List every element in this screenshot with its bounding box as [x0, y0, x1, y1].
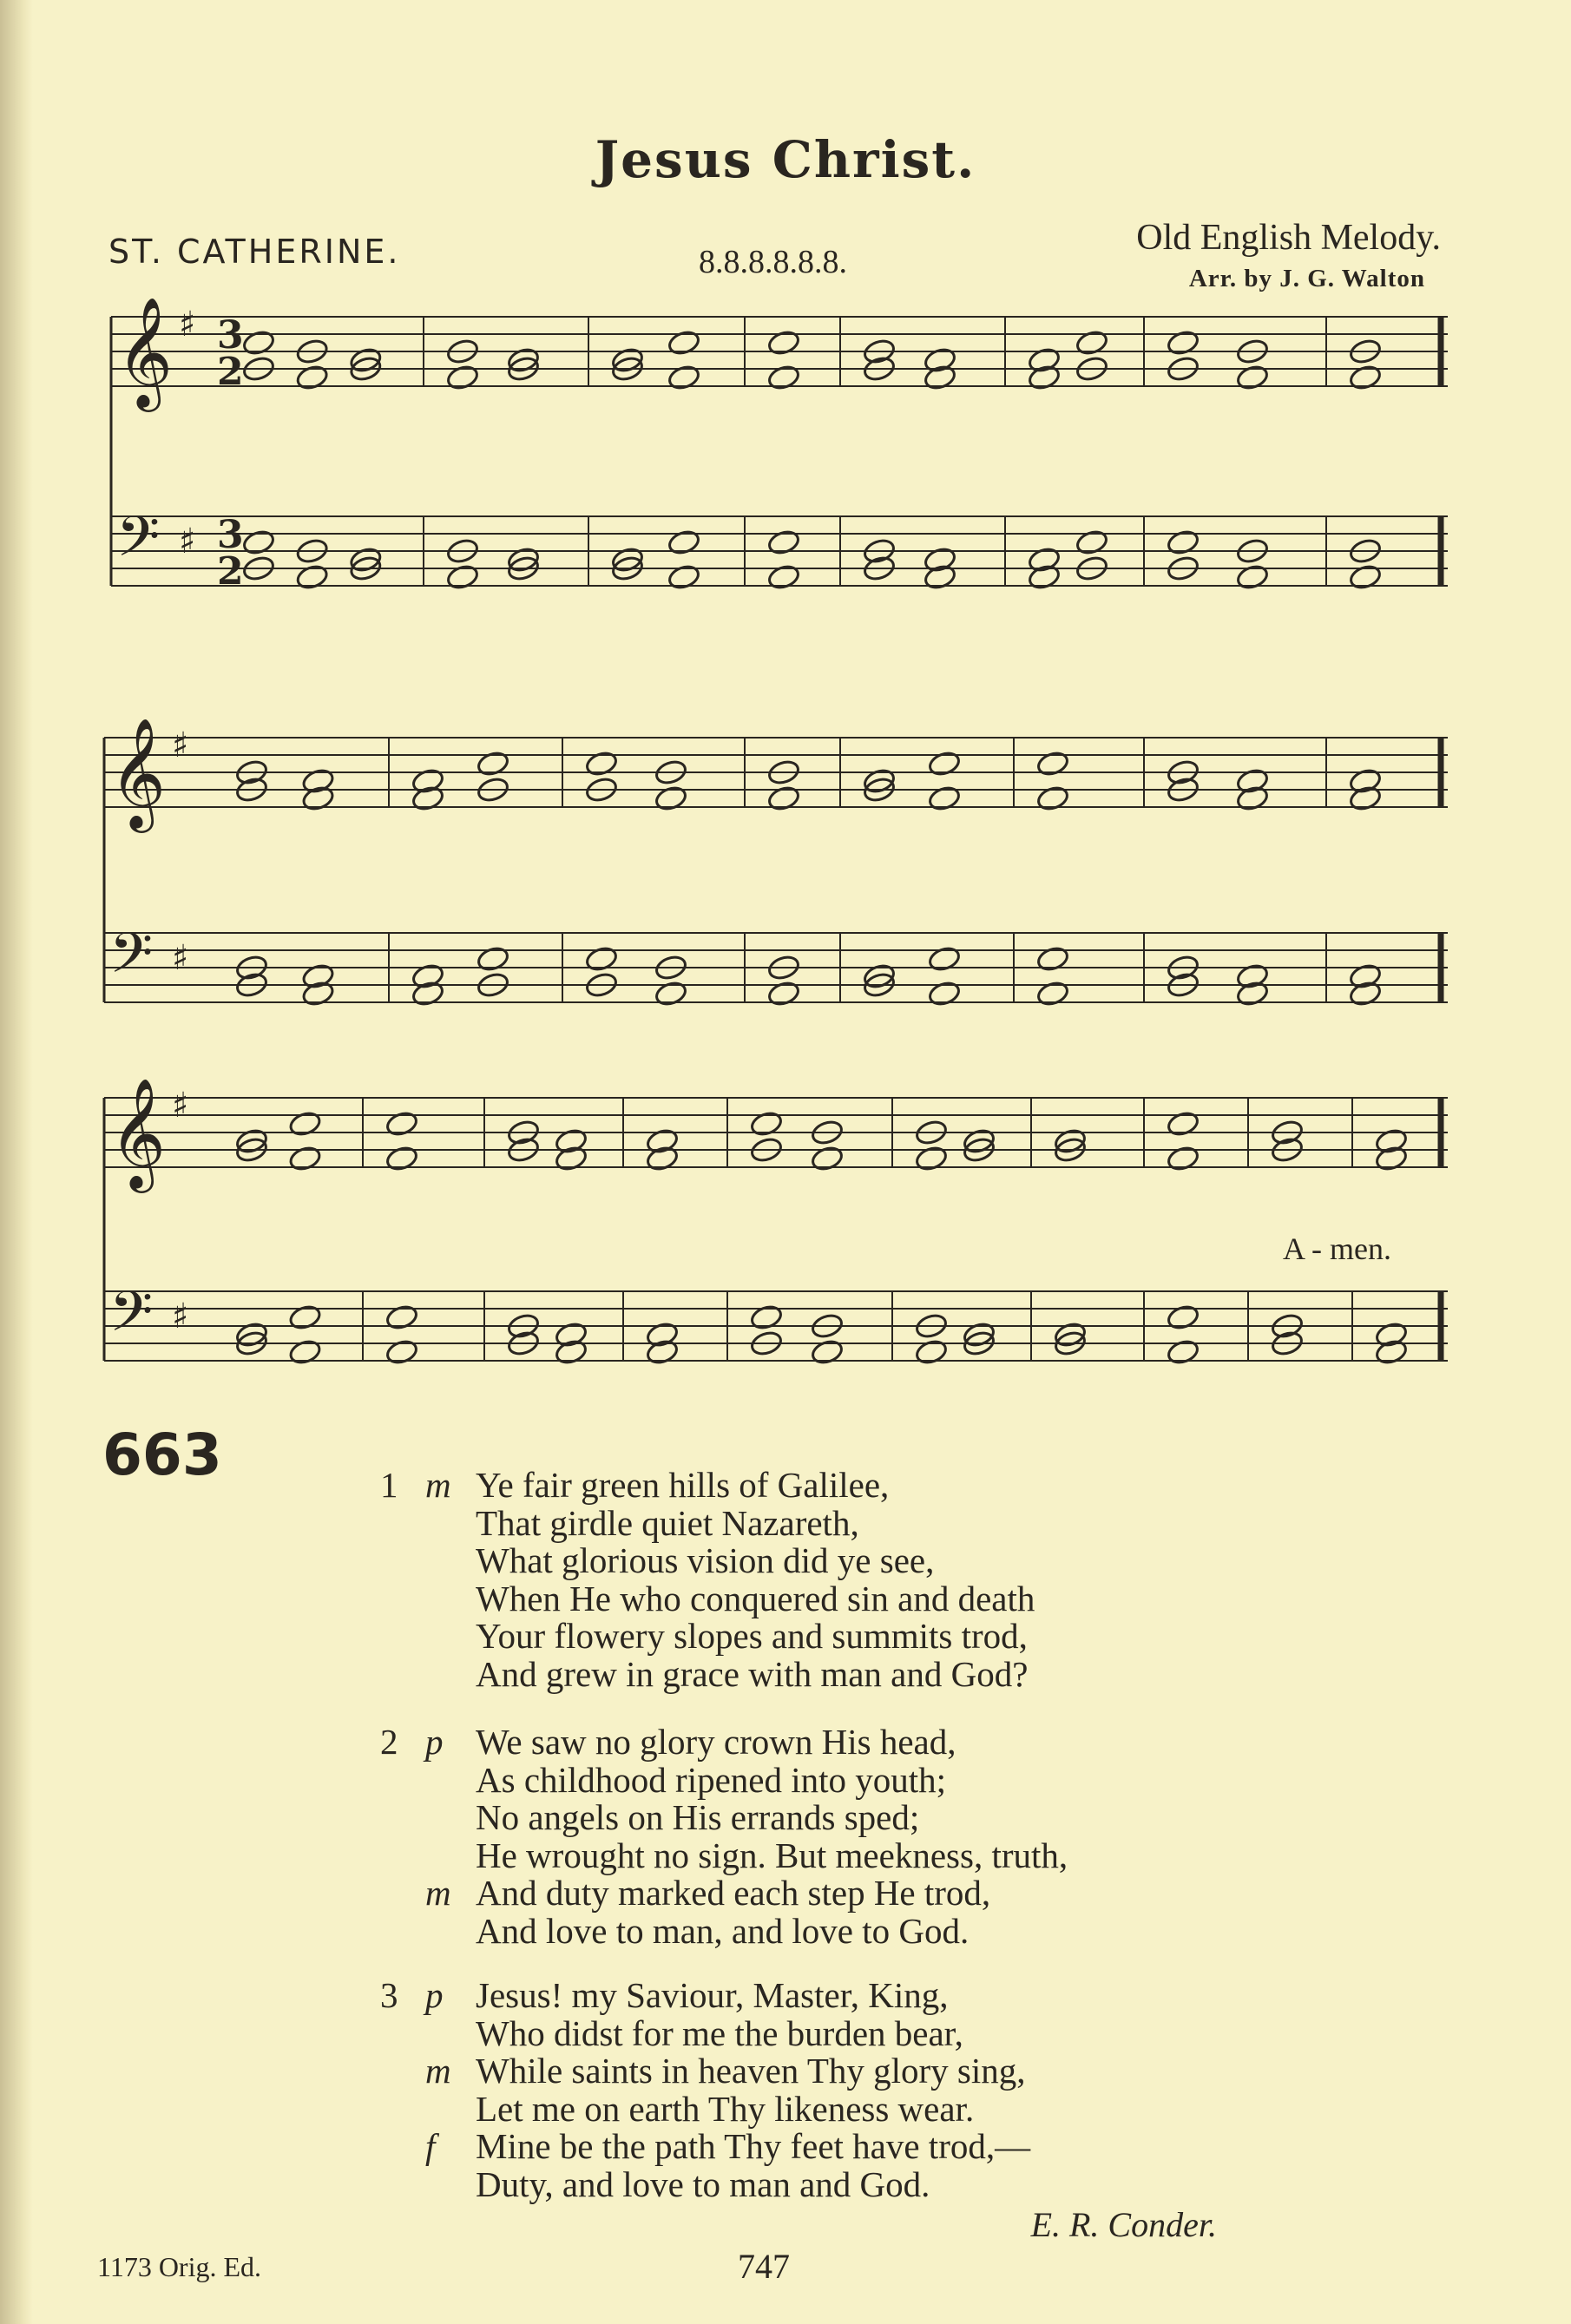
verse-line — [0, 1723, 1571, 1762]
hymn-author: E. R. Conder. — [1030, 2205, 1217, 2244]
bass-clef-icon: 𝄢 — [109, 1280, 154, 1358]
verse-3 — [0, 1977, 1571, 2203]
note-head — [1166, 329, 1200, 357]
note-head — [385, 1303, 418, 1331]
edition-note: 1173 Orig. Ed. — [97, 2251, 262, 2282]
note-head — [927, 750, 961, 778]
note-head — [1166, 1303, 1200, 1331]
note-head — [1035, 750, 1069, 778]
note-head — [241, 329, 275, 357]
verse-line — [0, 2012, 1571, 2053]
verse-text: That girdle quiet Nazareth, — [476, 1502, 859, 1543]
verse-line — [0, 1977, 1571, 2015]
note-head — [288, 1338, 322, 1366]
dynamic-marking: m — [425, 1465, 451, 1505]
note-head — [1166, 1145, 1200, 1172]
verse-2 — [0, 1723, 1571, 1950]
note-head — [927, 785, 961, 812]
verse-text: Who didst for me the burden bear, — [476, 2012, 963, 2053]
note-head — [584, 750, 618, 778]
note-head — [445, 563, 479, 591]
page-number: 747 — [738, 2247, 790, 2286]
note-head — [288, 1303, 322, 1331]
dynamic-marking: m — [425, 1873, 451, 1913]
dynamic-marking: p — [425, 1975, 444, 2015]
note-head — [766, 785, 800, 812]
note-head — [445, 364, 479, 391]
treble-clef-icon: 𝄞 — [109, 1077, 167, 1188]
note-head — [295, 364, 329, 391]
note-head — [241, 528, 275, 556]
dynamic-marking: f — [425, 2126, 436, 2166]
verse-text: Your flowery slopes and summits trod, — [476, 1616, 1028, 1656]
note-head — [288, 1145, 322, 1172]
verse-text: As childhood ripened into youth; — [476, 1759, 947, 1800]
verse-text: Duty, and love to man and God. — [476, 2163, 930, 2204]
note-head — [1235, 364, 1269, 391]
note-head — [810, 1145, 844, 1172]
note-head — [667, 563, 700, 591]
verse-text: What glorious vision did ye see, — [476, 1540, 935, 1580]
verse-text: We saw no glory crown His head, — [476, 1722, 956, 1762]
verse-text: And grew in grace with man and God? — [476, 1653, 1029, 1694]
verse-text: When He who conquered sin and death — [476, 1578, 1035, 1618]
sharp-icon: ♯ — [172, 938, 189, 978]
note-head — [1035, 945, 1069, 973]
verse-text: Jesus! my Saviour, Master, King, — [476, 1975, 949, 2015]
verse-text: Ye fair green hills of Galilee, — [476, 1465, 890, 1505]
verse-text: Mine be the path Thy feet have trod,— — [476, 2126, 1031, 2166]
note-head — [1075, 528, 1108, 556]
verse-line — [0, 2052, 1571, 2091]
note-head — [766, 329, 800, 357]
hymn-number: 663 — [102, 1421, 222, 1488]
treble-clef-icon: 𝄞 — [116, 296, 174, 407]
note-head — [654, 785, 687, 812]
note-head — [385, 1110, 418, 1138]
sharp-icon: ♯ — [179, 305, 196, 345]
treble-clef-icon: 𝄞 — [109, 717, 167, 828]
time-signature-denominator: 2 — [217, 549, 244, 594]
note-head — [667, 329, 700, 357]
note-head — [667, 364, 700, 391]
note-head — [1166, 1338, 1200, 1366]
sharp-icon: ♯ — [172, 1086, 189, 1126]
note-head — [914, 1338, 948, 1366]
verse-line — [0, 1618, 1571, 1656]
tune-composer: Old English Melody. — [1136, 218, 1441, 258]
verse-number: 2 — [380, 1722, 398, 1762]
note-head — [766, 364, 800, 391]
bass-clef-icon: 𝄢 — [116, 505, 161, 583]
note-head — [927, 945, 961, 973]
note-head — [914, 1145, 948, 1172]
tune-arranger: Arr. by J. G. Walton — [1188, 265, 1425, 292]
note-head — [476, 750, 509, 778]
verse-number: 3 — [380, 1975, 398, 2015]
time-signature-numerator: 3 — [217, 513, 244, 557]
note-head — [1235, 563, 1269, 591]
verse-line — [0, 1874, 1571, 1913]
verse-line — [0, 1910, 1571, 1951]
bass-clef-icon: 𝄢 — [109, 922, 154, 1000]
note-head — [295, 563, 329, 591]
note-head — [810, 1338, 844, 1366]
note-head — [1348, 364, 1382, 391]
note-head — [1166, 1110, 1200, 1138]
tune-name: ST. CATHERINE. — [108, 233, 401, 271]
verse-line — [0, 1542, 1571, 1580]
note-head — [667, 528, 700, 556]
note-head — [385, 1338, 418, 1366]
dynamic-marking: m — [425, 2051, 451, 2091]
verse-text: And love to man, and love to God. — [476, 1910, 970, 1951]
note-head — [1035, 785, 1069, 812]
verse-text: Let me on earth Thy likeness wear. — [476, 2088, 975, 2129]
time-signature-denominator: 2 — [217, 350, 244, 394]
verse-1 — [0, 1467, 1571, 1693]
sharp-icon: ♯ — [172, 725, 189, 765]
note-head — [927, 980, 961, 1008]
sharp-icon: ♯ — [179, 522, 196, 561]
verse-line — [0, 1653, 1571, 1694]
note-head — [1035, 980, 1069, 1008]
verse-line — [0, 2128, 1571, 2166]
verse-line — [0, 2088, 1571, 2129]
verse-line — [0, 1467, 1571, 1505]
note-head — [1075, 329, 1108, 357]
note-head — [654, 980, 687, 1008]
note-head — [1166, 528, 1200, 556]
note-head — [766, 980, 800, 1008]
note-head — [749, 1110, 783, 1138]
dynamic-marking: p — [425, 1722, 444, 1762]
verse-text: No angels on His errands sped; — [476, 1797, 920, 1837]
amen-text: A - men. — [1283, 1231, 1391, 1266]
tune-meter: 8.8.8.8.8.8. — [699, 244, 847, 280]
verse-line — [0, 2163, 1571, 2204]
verse-line — [0, 1799, 1571, 1837]
time-signature-numerator: 3 — [217, 313, 244, 358]
note-head — [476, 945, 509, 973]
note-head — [766, 528, 800, 556]
verse-text: And duty marked each step He trod, — [476, 1873, 991, 1913]
note-head — [749, 1303, 783, 1331]
verse-line — [0, 1837, 1571, 1875]
verse-line — [0, 1502, 1571, 1543]
verse-text: He wrought no sign. But meekness, truth, — [476, 1835, 1068, 1875]
note-head — [584, 945, 618, 973]
verse-text: While saints in heaven Thy glory sing, — [476, 2051, 1026, 2091]
section-title: Jesus Christ. — [595, 130, 976, 189]
verse-line — [0, 1580, 1571, 1618]
note-head — [1348, 563, 1382, 591]
verse-number: 1 — [380, 1465, 398, 1505]
note-head — [288, 1110, 322, 1138]
note-head — [385, 1145, 418, 1172]
note-head — [766, 563, 800, 591]
verse-line — [0, 1759, 1571, 1800]
sharp-icon: ♯ — [172, 1297, 189, 1336]
